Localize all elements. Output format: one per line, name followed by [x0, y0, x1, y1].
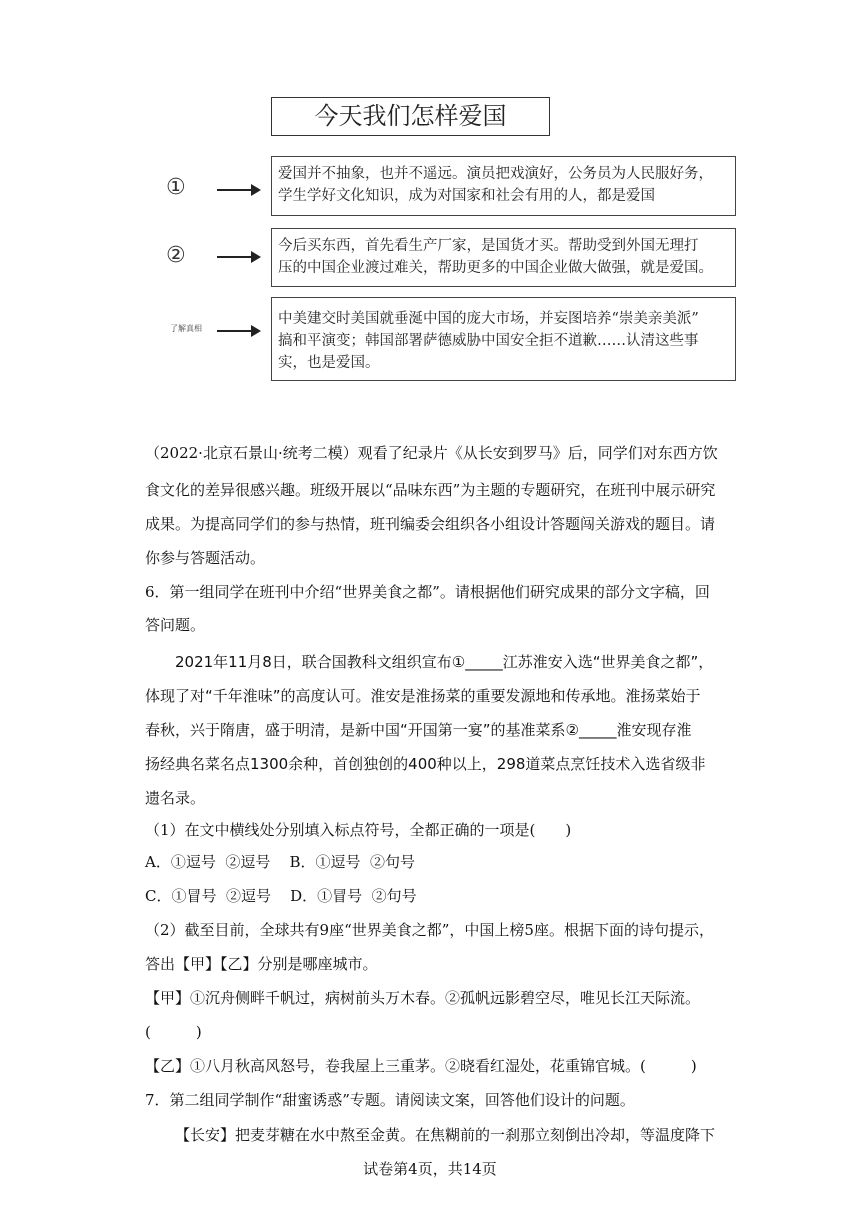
question-6-2-stem: （2）截至目前，全球共有9座“世界美食之都”，中国上榜5座。根据下面的诗句提示， — [145, 921, 714, 939]
intro-line: 你参与答题活动。 — [145, 549, 266, 567]
marker-2: ② — [166, 243, 186, 268]
question-6-2-stem: 答出【甲】【乙】分别是哪座城市。 — [145, 955, 378, 973]
box-line: 中美建交时美国就垂涎中国的庞大市场，并妄图培养“崇美亲美派” — [278, 311, 699, 327]
passage-line: 遗名录。 — [145, 789, 206, 807]
question-6-1-stem: （1）在文中横线处分别填入标点符号，全都正确的一项是( ) — [145, 821, 572, 839]
figure-box-3 — [271, 297, 736, 381]
figure-box-1 — [271, 156, 736, 216]
marker-1: ① — [166, 175, 186, 200]
intro-line: 食文化的差异很感兴趣。班级开展以“品味东西”为主题的专题研究，在班刊中展示研究 — [145, 481, 716, 499]
passage-line: 【长安】把麦芽糖在水中熬至金黄。在焦糊前的一刹那立刻倒出冷却，等温度降下 — [175, 1126, 716, 1144]
question-6-line: 答问题。 — [145, 616, 206, 634]
intro-line: 成果。为提高同学们的参与热情，班刊编委会组织各小组设计答题闯关游戏的题目。请 — [145, 515, 716, 533]
box-line: 学生学好文化知识，成为对国家和社会有用的人，都是爱国 — [278, 188, 655, 204]
figure-title: 今天我们怎样爱国 — [271, 97, 550, 136]
arrow-right-icon — [217, 189, 259, 191]
poem-yi: 【乙】①八月秋高风怒号，卷我屋上三重茅。②晓看红湿处，花重锦官城。( ) — [145, 1057, 697, 1075]
figure-box-2 — [271, 228, 736, 287]
question-7-stem: 7．第二组同学制作“甜蜜诱惑”专题。请阅读文案，回答他们设计的问题。 — [145, 1091, 635, 1109]
answer-options: C．①冒号 ②逗号 D．①冒号 ②句号 — [145, 887, 417, 905]
box-line: 实，也是爱国。 — [278, 355, 380, 371]
passage-line: 2021年11月8日，联合国教科文组织宣布①_____江苏淮安入选“世界美食之都”， — [175, 653, 714, 671]
box-line: 搞和平演变；韩国部署萨德威胁中国安全拒不道歉……认清这些事 — [278, 333, 699, 349]
passage-line: 扬经典名菜名点1300余种，首创独创的400种以上，298道菜点烹饪技术入选省级非 — [145, 755, 706, 773]
answer-options: A．①逗号 ②逗号 B．①逗号 ②句号 — [145, 853, 416, 871]
passage-line: 体现了对“千年淮味”的高度认可。淮安是淮扬菜的重要发源地和传承地。淮扬菜始于 — [145, 687, 701, 705]
answer-blank: ( ) — [145, 1023, 202, 1041]
poem-jia: 【甲】①沉舟侧畔千帆过，病树前头万木春。②孤帆远影碧空尽，唯见长江天际流。 — [145, 989, 701, 1007]
box-line: 压的中国企业渡过难关，帮助更多的中国企业做大做强，就是爱国。 — [278, 260, 713, 276]
marker-3: 了解真相 — [170, 324, 202, 333]
passage-line: 春秋，兴于隋唐，盛于明清，是新中国“开国第一宴”的基准菜系②_____淮安现存淮 — [145, 721, 692, 739]
box-line: 爱国并不抽象，也并不遥远。演员把戏演好，公务员为人民服好务， — [278, 166, 713, 182]
arrow-right-icon — [217, 256, 259, 258]
box-line: 今后买东西，首先看生产厂家，是国货才买。帮助受到外国无理打 — [278, 238, 699, 254]
intro-line: （2022·北京石景山·统考二模）观看了纪录片《从长安到罗马》后，同学们对东西方饮 — [145, 444, 718, 462]
page-footer: 试卷第4页，共14页 — [363, 1160, 497, 1178]
question-6-line: 6．第一组同学在班刊中介绍“世界美食之都”。请根据他们研究成果的部分文字稿，回 — [145, 583, 710, 601]
arrow-right-icon — [217, 330, 259, 332]
